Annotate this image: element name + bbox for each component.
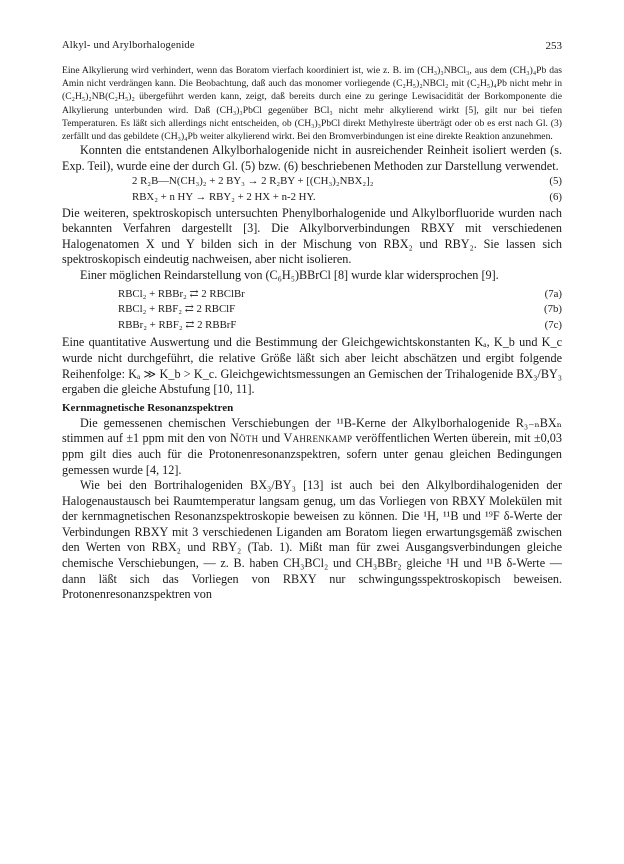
- equation-number: (7c): [544, 318, 562, 331]
- equation-expression: 2 R₂B—N(CH₃)₂ + 2 BY₃ → 2 R₂BY + [(CH₃)₂NBX₂]₂: [132, 175, 374, 188]
- paragraph-alkylation-note: Eine Alkylierung wird verhindert, wenn das Boratom vierfach koordiniert ist, wie z. B. im (CH₃)₃NBCl₃, aus dem (CH₃)₄Pb das Amin nicht verdrängen kann. Die Beobachtung, daß auch das monomer vorliegende (C₂H₅)₂NBCl₂ mit (C₂H₅)₄Pb nicht mehr in (C₂H₅)₂NB(C₂H₅)₂ übergeführt werden kann, zeigt, daß bereits durch eine zu geringe Lewisacidität der Borkomponente die Alkylierung unterbunden wird. Daß (CH₃)₃PbCl gegenüber BCl₃ nicht mehr alkylierend wirkt [5], gilt nur bei tiefen Temperaturen. Es läßt sich allerdings nicht entscheiden, ob (CH₃)₃PbCl direkt Methylreste überträgt oder ob es erst nach Gl. (3) zerfällt und das gebildete (CH₃)₄Pb weiter alkylierend wirkt. Bei den Bromverbindungen ist eine direkte Reaktion anzunehmen.: [62, 65, 562, 143]
- paragraph-contradiction: Einer möglichen Reindarstellung von (C₆H₅)BBrCl [8] wurde klar widersprochen [9].: [80, 267, 499, 282]
- equation-expression: RBCl₂ + RBF₂ ⇄ 2 RBClF: [118, 303, 236, 316]
- equation-number: (7b): [544, 303, 562, 316]
- equation-expression: RBX₂ + n HY → RBY₂ + 2 HX + n-2 HY.: [132, 191, 316, 203]
- paragraph-nmr-shifts: Die gemessenen chemischen Verschiebungen der ¹¹B-Kerne der Alkylborhalogenide R₃₋ₙBXₙ stimmen auf ±1 ppm mit den von Nöth und Vahrenkamp veröffentlichen Werten überein, mit ±0,03 ppm gilt dies auch für die Protonenresonanzspektren, sofern unter genau gleichen Bedingungen gemessen wurde [4, 12].: [62, 415, 562, 477]
- equation-expression: RBBr₂ + RBF₂ ⇄ 2 RBBrF: [118, 318, 237, 331]
- page-number: 253: [545, 40, 562, 52]
- equation-6: [62, 190, 562, 206]
- equation-7a: [62, 287, 562, 303]
- paragraph-halogen-exchange: Wie bei den Bortrihalogeniden BX₃/BY₃ [13] ist auch bei den Alkylbordihalogeniden der Halogenaustausch bei Raumtemperatur langsam genug, um das Vorliegen von RBXY Molekülen mit der kernmagnetischen Resonanzspektroskopie beweisen zu können. Die ¹H, ¹¹B und ¹⁹F δ-Werte der Verbindungen RBXY mit 3 verschiedenen Liganden am Boratom liegen erwartungsgemäß zwischen den Werten von RBX₂ und RBY₂ (Tab. 1). Mißt man für zwei Ausgangsverbindungen gleiche chemische Verschiebungen, — z. B. haben CH₃BCl₂ und CH₃BBr₂ gleiche ¹H und ¹¹B δ-Werte — dann läßt sich das Vorliegen von RBXY nur schwingungsspektroskopisch beweisen. Protonenresonanzspektren von: [62, 478, 562, 602]
- paragraph-equilibrium: Eine quantitative Auswertung und die Bestimmung der Gleichgewichtskonstanten Kₐ, K_b und K_c wurde nicht durchgeführt, die relative Größe läßt sich aber leicht abschätzen und ergibt folgende Reihenfolge: Kₐ ≫ K_b > K_c. Gleichgewichtsmessungen an Gemischen der Trihalogenide BX₃/BY₃ ergaben die gleiche Abstufung [10, 11].: [62, 335, 562, 397]
- equation-7c: [62, 318, 562, 334]
- equation-number: (5): [549, 175, 562, 188]
- paragraph-phenylboron: Die weiteren, spektroskopisch untersuchten Phenylborhalogenide und Alkylborfluoride wurden nach bekannten Verfahren dargestellt [3]. Die Alkylborverbindungen RBXY mit verschiedenen Halogenatomen X und Y bilden sich in der Mischung von RBX₂ und RBY₂. Sie lassen sich spektroskopisch eindeutig nachweisen, aber nicht isolieren.: [62, 205, 562, 267]
- body-text: [62, 64, 562, 603]
- equation-7b: [62, 302, 562, 318]
- equation-number: (7a): [544, 287, 562, 300]
- equation-expression: RBCl₂ + RBBr₂ ⇄ 2 RBClBr: [118, 287, 245, 300]
- paragraph-preparation: Konnten die entstandenen Alkylborhalogenide nicht in ausreichender Reinheit isoliert werden (s. Exp. Teil), wurde eine der durch Gl. (5) bzw. (6) beschriebenen Methoden zur Darstellung verwendet.: [62, 143, 562, 173]
- running-title: Alkyl- und Arylborhalogenide: [62, 40, 195, 51]
- author-name: Vahrenkamp: [283, 431, 353, 446]
- equation-number: (6): [549, 191, 562, 203]
- running-header: [62, 40, 562, 56]
- author-name: Nöth: [229, 431, 259, 446]
- section-heading: Kernmagnetische Resonanzspektren: [62, 401, 234, 414]
- equation-5: [62, 174, 562, 190]
